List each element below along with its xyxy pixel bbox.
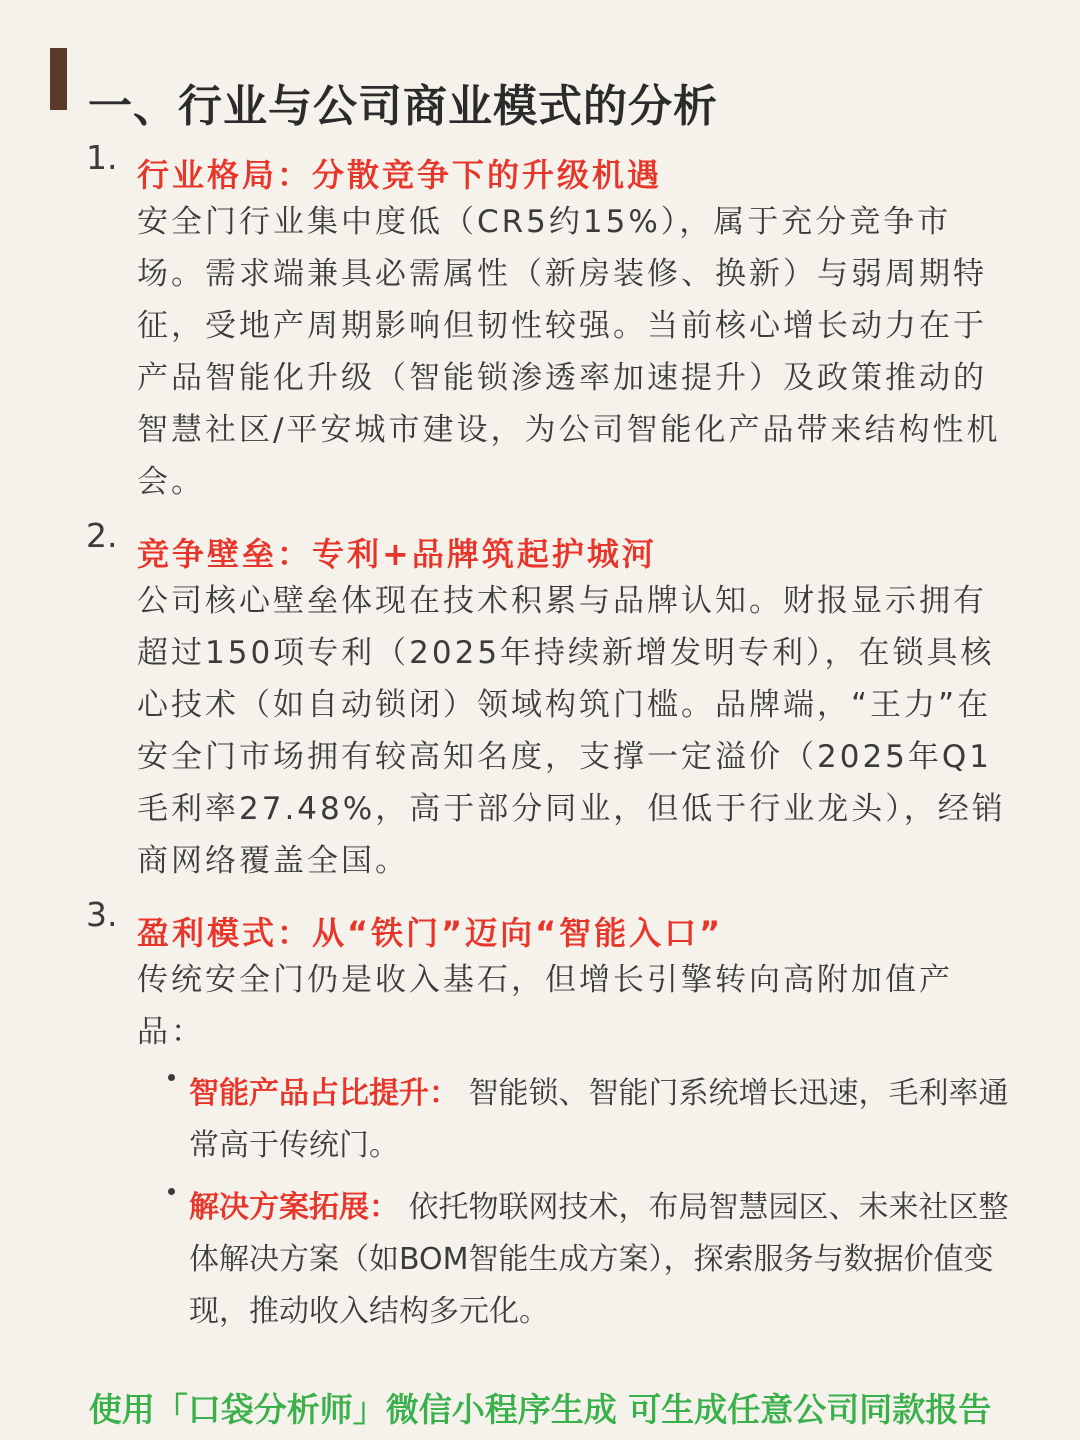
item-body: 公司核心壁垒体现在技术积累与品牌认知。财报显示拥有超过150项专利（2025年持续新增发明专利），在锁具核心技术（如自动锁闭）领域构筑门槛。品牌端，“王力”在安全门市场拥有较高知名度，支撑一定溢价（2025年Q1毛利率27.48%，高于部分同业，但低于行业龙头），经销商网络覆盖全国。	[137, 583, 1006, 879]
section-heading: 一、行业与公司商业模式的分析	[88, 81, 718, 132]
item-title: 竞争壁垒：专利+品牌筑起护城河	[137, 535, 657, 573]
bullet-label: 智能产品占比提升：	[189, 1076, 459, 1111]
item-number: 3.	[86, 895, 118, 934]
item-number: 1.	[86, 138, 118, 177]
item-body: 传统安全门仍是收入基石，但增长引擎转向高附加值产品：	[137, 962, 953, 1050]
bullet-text: 依托物联网技术，布局智慧园区、未来社区整体解决方案（如BOM智能生成方案），探索服务与数据价值变现，推动收入结构多元化。	[189, 1190, 1009, 1329]
bullet-item	[189, 1068, 1019, 1172]
footer-promo: 使用「口袋分析师」微信小程序生成 可生成任意公司同款报告	[88, 1390, 992, 1429]
item-title: 盈利模式：从“铁门”迈向“智能入口”	[137, 914, 724, 952]
item-number: 2.	[86, 516, 118, 555]
bullet-label: 解决方案拓展：	[189, 1190, 399, 1225]
item-body: 安全门行业集中度低（CR5约15%），属于充分竞争市场。需求端兼具必需属性（新房装修、换新）与弱周期特征，受地产周期影响但韧性较强。当前核心增长动力在于产品智能化升级（智能锁渗透率加速提升）及政策推动的智慧社区/平安城市建设，为公司智能化产品带来结构性机会。	[137, 204, 1001, 500]
bullet-item	[189, 1182, 1019, 1338]
bullet-dot-icon	[168, 1074, 175, 1081]
bullet-text: 智能锁、智能门系统增长迅速，毛利率通常高于传统门。	[189, 1076, 1009, 1163]
bullet-dot-icon	[168, 1188, 175, 1195]
item-title: 行业格局：分散竞争下的升级机遇	[137, 156, 663, 194]
heading-accent-bar	[50, 48, 67, 110]
